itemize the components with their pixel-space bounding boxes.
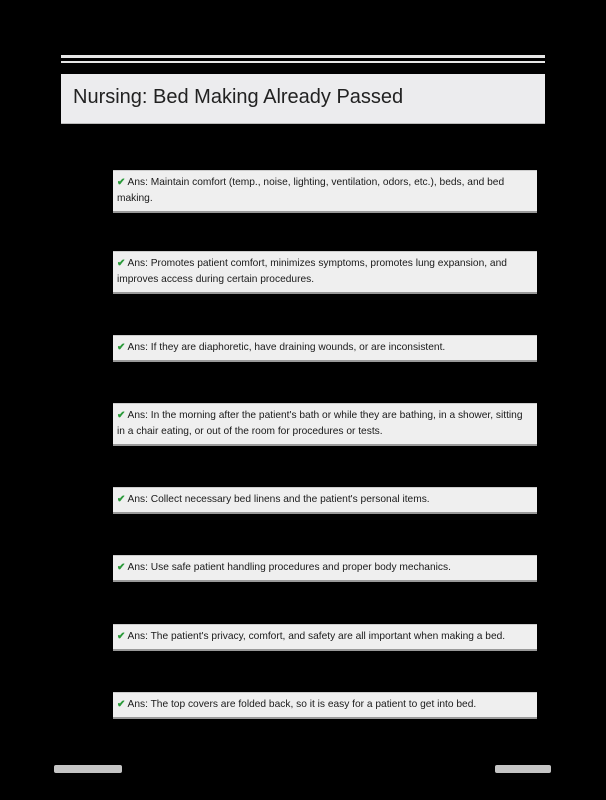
checkmark-icon: ✔ [117,410,126,421]
checkmark-icon: ✔ [117,177,126,188]
answer-box [113,692,537,719]
answer-text: Ans: Maintain comfort (temp., noise, lighting, ventilation, odors, etc.), beds, and bed making. [117,177,505,204]
answer-box [113,624,537,651]
checkmark-icon: ✔ [117,562,126,573]
answer-box [113,403,537,446]
answer-box [113,487,537,514]
answer-text: Ans: The top covers are folded back, so it is easy for a patient to get into bed. [127,699,477,710]
answer-box [113,555,537,582]
answer-text: Ans: The patient's privacy, comfort, and safety are all important when making a bed. [127,631,506,642]
checkmark-icon: ✔ [117,258,126,269]
header-rule-top [61,55,545,58]
answer-text: Ans: In the morning after the patient's bath or while they are bathing, in a shower, sitting in a chair eating, or out of the room for procedures or tests. [117,410,523,437]
checkmark-icon: ✔ [117,699,126,710]
answer-text: Ans: Collect necessary bed linens and the patient's personal items. [127,494,430,505]
answer-text: Ans: Promotes patient comfort, minimizes symptoms, promotes lung expansion, and improves access during certain procedures. [117,258,507,285]
page-title: Nursing: Bed Making Already Passed [73,86,404,108]
header-rule-bottom [61,61,545,63]
footer-right-blurred [495,765,551,773]
footer-left-blurred [54,765,122,773]
checkmark-icon: ✔ [117,631,126,642]
answer-box [113,335,537,362]
answer-box [113,170,537,213]
answer-box [113,251,537,294]
answer-text: Ans: Use safe patient handling procedures and proper body mechanics. [127,562,451,573]
checkmark-icon: ✔ [117,342,126,353]
answer-text: Ans: If they are diaphoretic, have draining wounds, or are inconsistent. [127,342,446,353]
checkmark-icon: ✔ [117,494,126,505]
title-bar [61,74,545,124]
